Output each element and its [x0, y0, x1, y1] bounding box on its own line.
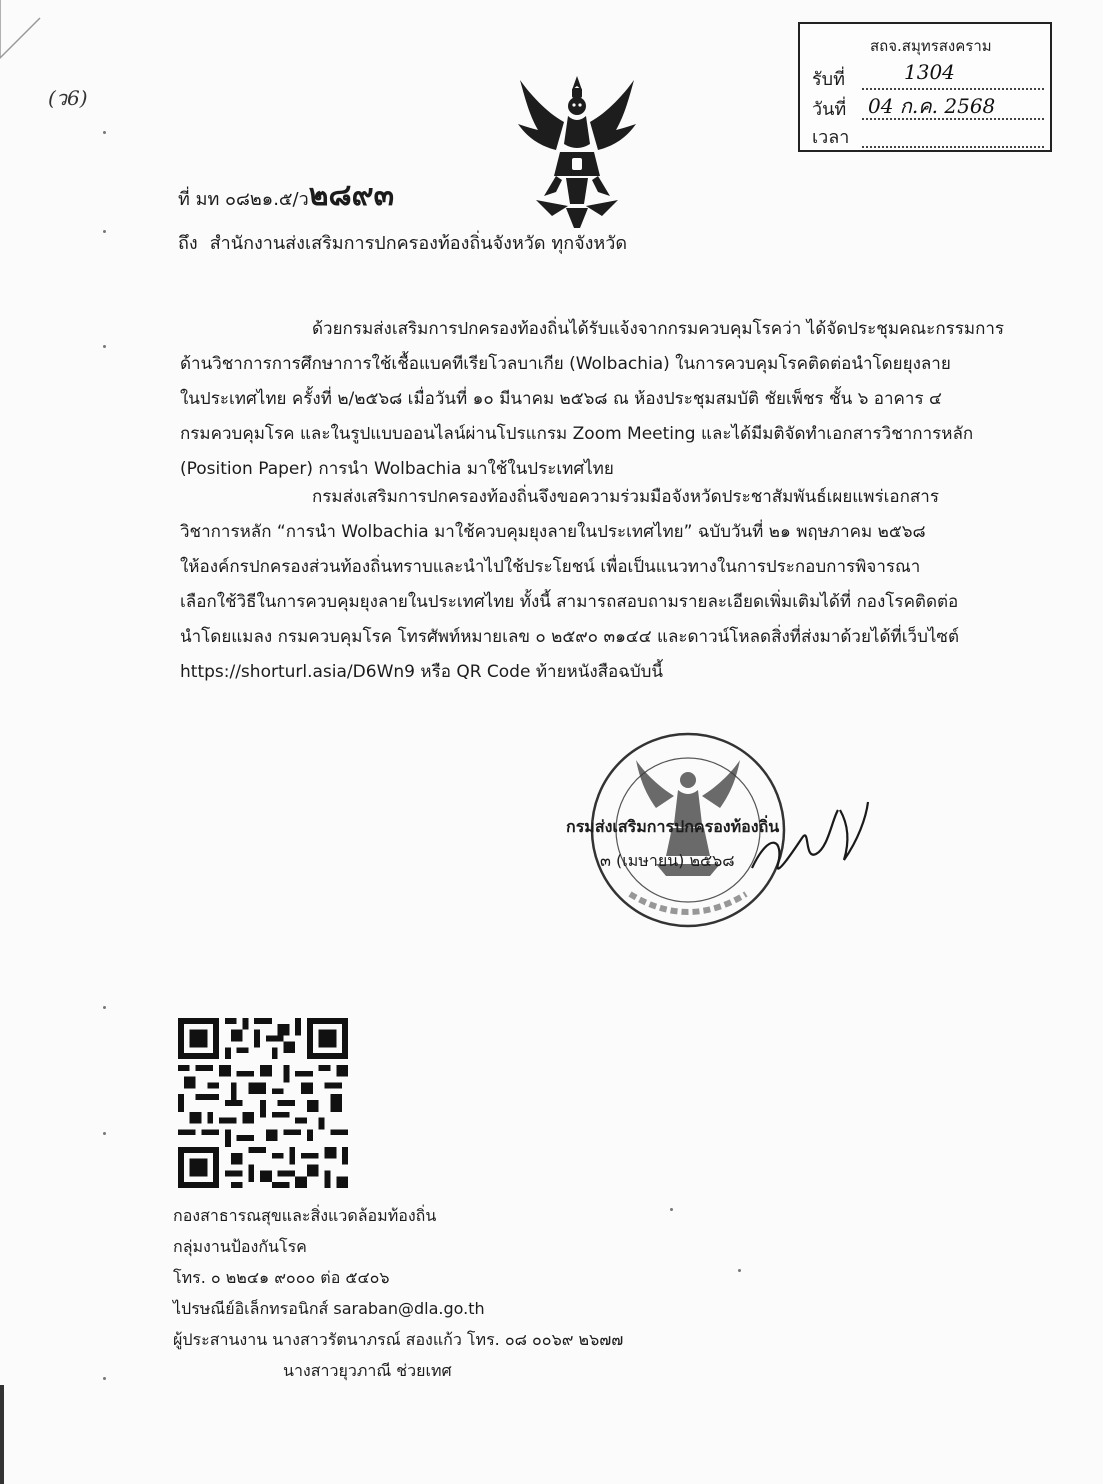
- paragraph-2-line: https://shorturl.asia/D6Wn9 หรือ QR Code ท้ายหนังสือฉบับนี้: [180, 662, 664, 682]
- receipt-row-date: [812, 94, 1044, 123]
- receipt-received-label: รับที่: [812, 69, 845, 90]
- scan-edge: [0, 1385, 4, 1484]
- footer-group: กลุ่มงานป้องกันโรค: [173, 1237, 307, 1256]
- folded-corner: [0, 0, 60, 60]
- footer-phone: โทร. ๐ ๒๒๔๑ ๙๐๐๐ ต่อ ๕๔๐๖: [173, 1268, 390, 1287]
- receipt-row-time: [812, 122, 1044, 151]
- paragraph-2-line: วิชาการหลัก “การนำ Wolbachia มาใช้ควบคุมยุงลายในประเทศไทย” ฉบับวันที่ ๒๑ พฤษภาคม ๒๕๖๘: [180, 522, 926, 542]
- receipt-date-label: วันที่: [812, 99, 847, 120]
- footer-email: ไปรษณีย์อิเล็กทรอนิกส์ saraban@dla.go.th: [173, 1299, 485, 1318]
- footer-coordinator: ผู้ประสานงาน นางสาวรัตนาภรณ์ สองแก้ว โทร. ๐๘ ๐๐๖๙ ๒๖๗๗: [173, 1330, 624, 1349]
- receipt-stamp: [798, 22, 1052, 152]
- reference-number: ๒๘๙๓: [308, 178, 395, 213]
- margin-note: (ว6): [48, 86, 88, 110]
- garuda-emblem-icon: [516, 72, 638, 230]
- recipient-line: [178, 228, 627, 257]
- scan-speck: [103, 131, 106, 134]
- scan-speck: [103, 230, 106, 233]
- scan-speck: [670, 1208, 673, 1211]
- footer-division: กองสาธารณสุขและสิ่งแวดล้อมท้องถิ่น: [173, 1206, 437, 1225]
- footer-contact: [173, 1200, 623, 1386]
- receipt-time-label: เวลา: [812, 127, 850, 148]
- footer-second-contact: นางสาวยุวภาณี ช่วยเทศ: [283, 1361, 452, 1380]
- recipient-text: สำนักงานส่งเสริมการปกครองท้องถิ่นจังหวัด ทุกจังหวัด: [209, 233, 628, 254]
- paragraph-2: [180, 480, 1030, 690]
- paragraph-2-line: ให้องค์กรปกครองส่วนท้องถิ่นทราบและนำไปใช้ประโยชน์ เพื่อเป็นแนวทางในการประกอบการพิจารณา: [180, 557, 921, 577]
- signature-date: ๓ (เมษายน) ๒๕๖๘: [600, 851, 735, 870]
- paragraph-1: [180, 312, 1030, 487]
- receipt-row-number: [812, 60, 1044, 93]
- scan-speck: [103, 1006, 106, 1009]
- reference-line: [178, 172, 394, 219]
- recipient-label: ถึง: [178, 233, 198, 254]
- paragraph-2-line: กรมส่งเสริมการปกครองท้องถิ่นจึงขอความร่วมมือจังหวัดประชาสัมพันธ์เผยแพร่เอกสาร: [312, 487, 939, 507]
- receipt-date-value: 04 ก.ค. 2568: [868, 94, 996, 118]
- scan-speck: [103, 1132, 106, 1135]
- scan-speck: [738, 1269, 741, 1272]
- scan-speck: [103, 1377, 106, 1380]
- paragraph-1-line: ด้วยกรมส่งเสริมการปกครองท้องถิ่นได้รับแจ้งจากกรมควบคุมโรคว่า ได้จัดประชุมคณะกรรมการ: [312, 319, 1005, 339]
- reference-prefix: ที่ มท ๐๘๒๑.๕/ว: [178, 189, 309, 210]
- signature-organization: กรมส่งเสริมการปกครองท้องถิ่น: [566, 817, 780, 836]
- qr-code: [178, 1018, 348, 1188]
- scan-speck: [103, 345, 106, 348]
- paragraph-1-line: ในประเทศไทย ครั้งที่ ๒/๒๕๖๘ เมื่อวันที่ ๑๐ มีนาคม ๒๕๖๘ ณ ห้องประชุมสมบัติ ชัยเพ็ชร ชั้น ๖ อาคาร ๔: [180, 389, 942, 409]
- receipt-office: สถจ.สมุทรสงคราม: [870, 37, 992, 55]
- paragraph-2-line: เลือกใช้วิธีในการควบคุมยุงลายในประเทศไทย ทั้งนี้ สามารถสอบถามรายละเอียดเพิ่มเติมได้ที่ กองโรคติดต่อ: [180, 592, 959, 612]
- paragraph-1-line: ด้านวิชาการการศึกษาการใช้เชื้อแบคทีเรียโวลบาเกีย (Wolbachia) ในการควบคุมโรคติดต่อนำโดยยุงลาย: [180, 354, 951, 374]
- receipt-received-value: 1304: [904, 60, 955, 84]
- paragraph-1-line: (Position Paper) การนำ Wolbachia มาใช้ในประเทศไทย: [180, 459, 614, 479]
- paragraph-1-line: กรมควบคุมโรค และในรูปแบบออนไลน์ผ่านโปรแกรม Zoom Meeting และได้มีมติจัดทำเอกสารวิชาการหลัก: [180, 424, 974, 444]
- paragraph-2-line: นำโดยแมลง กรมควบคุมโรค โทรศัพท์หมายเลข ๐ ๒๕๙๐ ๓๑๔๔ และดาวน์โหลดสิ่งที่ส่งมาด้วยได้ที่เว็บไซต์: [180, 627, 959, 647]
